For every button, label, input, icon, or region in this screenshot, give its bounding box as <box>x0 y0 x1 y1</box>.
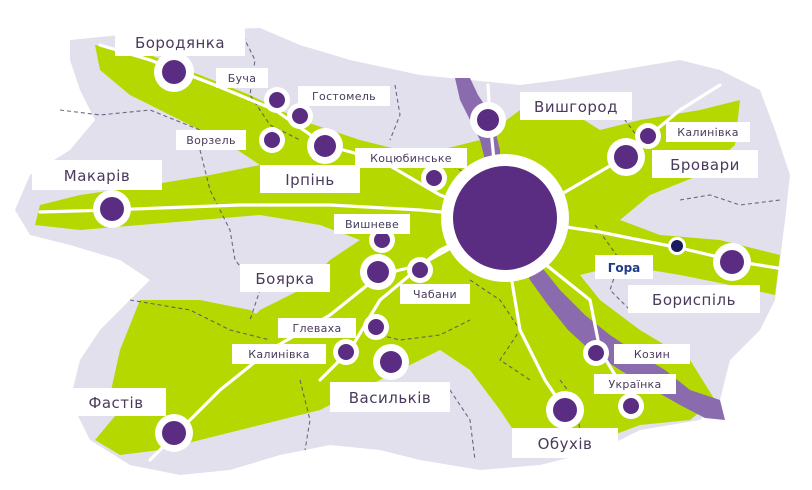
label-chabany <box>400 284 470 304</box>
marker-boryspil[interactable] <box>713 243 751 281</box>
label-kalynivka-sw <box>232 344 326 364</box>
marker-vorzel[interactable] <box>259 127 285 153</box>
label-makariv <box>32 160 162 190</box>
svg-text:Фастів: Фастів <box>88 394 144 412</box>
marker-obukhiv[interactable] <box>546 391 584 429</box>
marker-borodianka[interactable] <box>154 52 194 92</box>
marker-hora[interactable] <box>668 237 686 255</box>
label-vorzel <box>176 130 246 150</box>
marker-kalynivka-sw[interactable] <box>333 339 359 365</box>
svg-text:Чабани: Чабани <box>413 288 457 301</box>
marker-hostomel[interactable] <box>287 103 313 129</box>
marker-ukrainka[interactable] <box>618 393 644 419</box>
label-bucha <box>216 68 268 88</box>
svg-text:Калинівка: Калинівка <box>677 126 739 139</box>
marker-hlevakha[interactable] <box>363 314 389 340</box>
svg-text:Ворзель: Ворзель <box>186 134 236 147</box>
label-vasylkiv <box>330 382 450 412</box>
label-hlevakha <box>278 318 356 338</box>
label-kotsiubynske <box>355 148 467 168</box>
svg-text:Коцюбинське: Коцюбинське <box>370 152 452 165</box>
svg-text:Українка: Українка <box>608 378 662 391</box>
svg-text:Васильків: Васильків <box>348 389 432 407</box>
svg-text:Бородянка: Бородянка <box>134 34 226 52</box>
label-vyshneve <box>334 214 410 234</box>
svg-text:Калинівка: Калинівка <box>248 348 310 361</box>
label-brovary <box>652 150 758 178</box>
label-fastiv <box>66 388 166 416</box>
kyiv-center[interactable] <box>453 166 557 270</box>
label-ukrainka <box>594 374 676 394</box>
svg-text:Козин: Козин <box>633 348 671 361</box>
svg-text:Бровари: Бровари <box>670 156 740 174</box>
marker-kozyn[interactable] <box>583 340 609 366</box>
marker-makariv[interactable] <box>93 190 131 228</box>
svg-text:Бориспіль: Бориспіль <box>652 291 736 309</box>
svg-text:Гостомель: Гостомель <box>312 90 376 103</box>
marker-fastiv[interactable] <box>155 414 193 452</box>
label-borodianka <box>115 28 245 56</box>
label-vyshhorod <box>520 92 632 120</box>
svg-text:Гора: Гора <box>607 261 641 275</box>
marker-bucha[interactable] <box>264 87 290 113</box>
svg-text:Обухів: Обухів <box>537 435 593 453</box>
svg-text:Ірпінь: Ірпінь <box>285 171 335 189</box>
label-hora <box>595 255 653 279</box>
label-hostomel <box>298 86 390 106</box>
label-obukhiv <box>512 428 618 458</box>
svg-text:Вишневе: Вишневе <box>344 218 400 231</box>
label-boiarka <box>240 264 330 292</box>
marker-vyshhorod[interactable] <box>470 102 506 138</box>
svg-text:Буча: Буча <box>227 72 257 85</box>
svg-text:Макарів: Макарів <box>63 167 131 185</box>
marker-chabany[interactable] <box>407 257 433 283</box>
label-boryspil <box>628 285 760 313</box>
svg-text:Вишгород: Вишгород <box>534 98 618 116</box>
label-kozyn <box>614 344 690 364</box>
marker-vasylkiv[interactable] <box>373 344 409 380</box>
label-irpin <box>260 165 360 193</box>
svg-text:Боярка: Боярка <box>255 270 315 288</box>
marker-brovary[interactable] <box>607 138 645 176</box>
marker-kotsiubynske[interactable] <box>421 165 447 191</box>
label-kalynivka-ne <box>666 122 750 142</box>
marker-boiarka[interactable] <box>360 254 396 290</box>
svg-text:Глеваха: Глеваха <box>292 322 342 335</box>
marker-irpin[interactable] <box>307 128 343 164</box>
